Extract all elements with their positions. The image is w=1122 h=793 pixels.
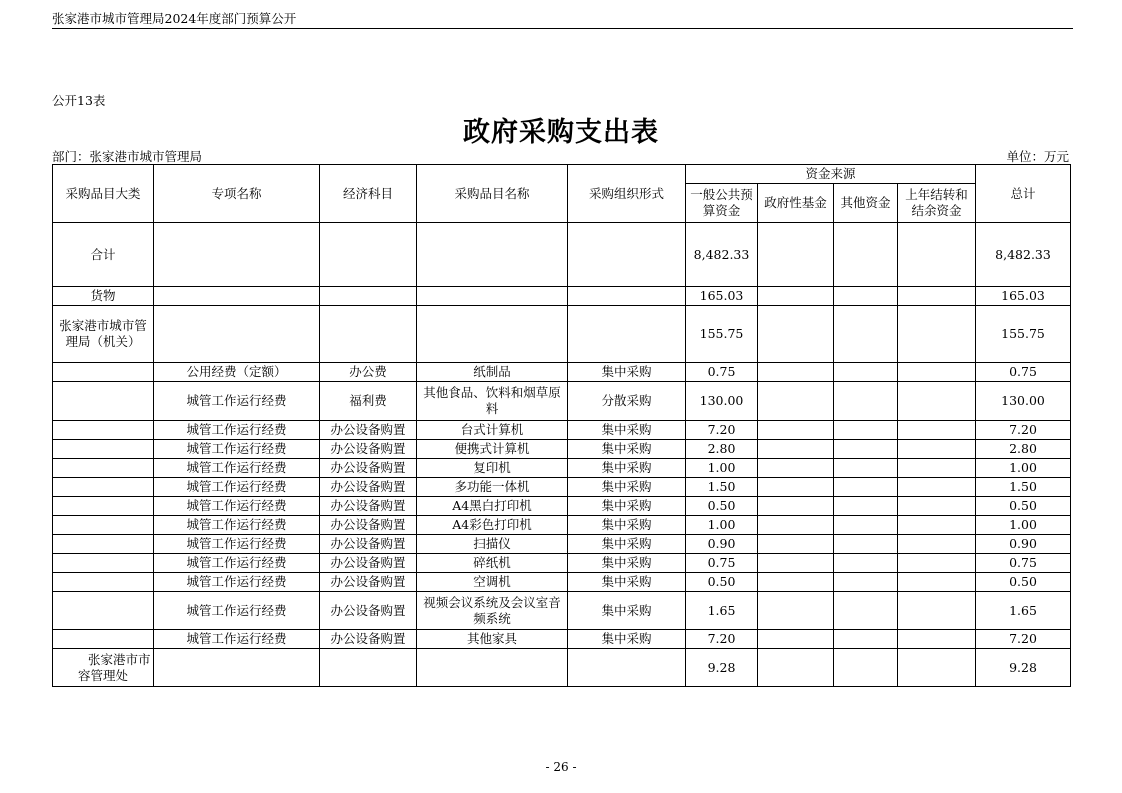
cell-form: 集中采购	[568, 478, 686, 497]
cell-item: A4彩色打印机	[417, 516, 568, 535]
cell-form: 分散采购	[568, 382, 686, 421]
cell-other-funds	[834, 459, 898, 478]
table-row	[53, 592, 1071, 630]
cell-carryover	[898, 554, 976, 573]
cell-project	[154, 223, 320, 287]
cell-category: 合计	[53, 223, 154, 287]
cell-total: 155.75	[976, 306, 1071, 363]
cell-carryover	[898, 306, 976, 363]
cell-other-funds	[834, 478, 898, 497]
table-number: 公开13表	[52, 93, 106, 108]
table-row	[53, 363, 1071, 382]
cell-carryover	[898, 223, 976, 287]
table-row	[53, 287, 1071, 306]
page-title: 政府采购支出表	[463, 117, 659, 148]
cell-category	[53, 363, 154, 382]
cell-general-budget: 9.28	[686, 649, 758, 687]
cell-project: 城管工作运行经费	[154, 573, 320, 592]
cell-category	[53, 478, 154, 497]
cell-economic: 办公费	[320, 363, 417, 382]
table-row	[53, 630, 1071, 649]
cell-category	[53, 459, 154, 478]
cell-gov-fund	[758, 630, 834, 649]
cell-project: 城管工作运行经费	[154, 554, 320, 573]
table-row	[53, 535, 1071, 554]
cell-total: 1.50	[976, 478, 1071, 497]
cell-other-funds	[834, 573, 898, 592]
cell-economic: 办公设备购置	[320, 630, 417, 649]
cell-category: 张家港市城市管理局（机关）	[53, 306, 154, 363]
table-row	[53, 516, 1071, 535]
table-row	[53, 306, 1071, 363]
cell-gov-fund	[758, 459, 834, 478]
table-row	[53, 223, 1071, 287]
table-row	[53, 459, 1071, 478]
cell-item	[417, 223, 568, 287]
cell-gov-fund	[758, 649, 834, 687]
cell-category	[53, 516, 154, 535]
header-item: 采购品目名称	[417, 165, 568, 223]
cell-general-budget: 155.75	[686, 306, 758, 363]
cell-general-budget: 0.75	[686, 554, 758, 573]
cell-project	[154, 287, 320, 306]
cell-total: 9.28	[976, 649, 1071, 687]
cell-project: 城管工作运行经费	[154, 421, 320, 440]
cell-gov-fund	[758, 421, 834, 440]
table-row	[53, 478, 1071, 497]
cell-gov-fund	[758, 554, 834, 573]
cell-item: 纸制品	[417, 363, 568, 382]
cell-gov-fund	[758, 306, 834, 363]
header-category: 采购品目大类	[53, 165, 154, 223]
table-row	[53, 497, 1071, 516]
cell-item: 多功能一体机	[417, 478, 568, 497]
header-project: 专项名称	[154, 165, 320, 223]
header-total: 总计	[976, 165, 1071, 223]
cell-category	[53, 535, 154, 554]
unit-label: 单位：万元	[1006, 149, 1069, 164]
cell-other-funds	[834, 497, 898, 516]
cell-general-budget: 1.65	[686, 592, 758, 630]
cell-project: 城管工作运行经费	[154, 516, 320, 535]
table-row	[53, 421, 1071, 440]
cell-project: 城管工作运行经费	[154, 382, 320, 421]
cell-gov-fund	[758, 223, 834, 287]
cell-gov-fund	[758, 592, 834, 630]
cell-economic: 办公设备购置	[320, 516, 417, 535]
cell-form	[568, 649, 686, 687]
cell-form	[568, 306, 686, 363]
cell-category	[53, 592, 154, 630]
cell-carryover	[898, 535, 976, 554]
cell-other-funds	[834, 554, 898, 573]
header-form: 采购组织形式	[568, 165, 686, 223]
cell-carryover	[898, 516, 976, 535]
cell-category	[53, 440, 154, 459]
table-row	[53, 440, 1071, 459]
cell-other-funds	[834, 287, 898, 306]
cell-general-budget: 2.80	[686, 440, 758, 459]
table-row	[53, 649, 1071, 687]
cell-general-budget: 0.75	[686, 363, 758, 382]
cell-gov-fund	[758, 287, 834, 306]
cell-project: 城管工作运行经费	[154, 592, 320, 630]
cell-general-budget: 165.03	[686, 287, 758, 306]
cell-item	[417, 306, 568, 363]
cell-total: 0.75	[976, 363, 1071, 382]
cell-carryover	[898, 440, 976, 459]
cell-form: 集中采购	[568, 592, 686, 630]
cell-item: 复印机	[417, 459, 568, 478]
cell-project: 城管工作运行经费	[154, 459, 320, 478]
cell-project: 城管工作运行经费	[154, 497, 320, 516]
cell-economic: 办公设备购置	[320, 440, 417, 459]
cell-category	[53, 554, 154, 573]
cell-economic: 办公设备购置	[320, 592, 417, 630]
cell-general-budget: 1.50	[686, 478, 758, 497]
header-rule	[52, 28, 1073, 29]
header-economic: 经济科目	[320, 165, 417, 223]
cell-general-budget: 8,482.33	[686, 223, 758, 287]
cell-other-funds	[834, 516, 898, 535]
cell-other-funds	[834, 592, 898, 630]
table-row	[53, 573, 1071, 592]
cell-category: 张家港市市容管理处	[53, 649, 154, 687]
cell-other-funds	[834, 535, 898, 554]
cell-form: 集中采购	[568, 440, 686, 459]
cell-gov-fund	[758, 478, 834, 497]
cell-general-budget: 1.00	[686, 516, 758, 535]
cell-carryover	[898, 287, 976, 306]
cell-other-funds	[834, 363, 898, 382]
cell-form: 集中采购	[568, 554, 686, 573]
cell-form	[568, 287, 686, 306]
cell-carryover	[898, 478, 976, 497]
cell-project: 城管工作运行经费	[154, 440, 320, 459]
cell-total: 8,482.33	[976, 223, 1071, 287]
cell-carryover	[898, 630, 976, 649]
cell-carryover	[898, 573, 976, 592]
cell-item: 碎纸机	[417, 554, 568, 573]
cell-project: 公用经费（定额）	[154, 363, 320, 382]
cell-item: A4黑白打印机	[417, 497, 568, 516]
header-gov-fund: 政府性基金	[758, 184, 834, 223]
cell-item: 其他家具	[417, 630, 568, 649]
cell-economic	[320, 287, 417, 306]
table-row	[53, 554, 1071, 573]
cell-economic: 福利费	[320, 382, 417, 421]
cell-form: 集中采购	[568, 516, 686, 535]
cell-gov-fund	[758, 363, 834, 382]
cell-total: 1.00	[976, 516, 1071, 535]
cell-general-budget: 7.20	[686, 421, 758, 440]
cell-gov-fund	[758, 382, 834, 421]
cell-economic: 办公设备购置	[320, 497, 417, 516]
cell-form: 集中采购	[568, 459, 686, 478]
cell-economic: 办公设备购置	[320, 478, 417, 497]
header-other-funds: 其他资金	[834, 184, 898, 223]
cell-gov-fund	[758, 573, 834, 592]
cell-total: 2.80	[976, 440, 1071, 459]
cell-item: 视频会议系统及会议室音频系统	[417, 592, 568, 630]
cell-other-funds	[834, 440, 898, 459]
cell-total: 7.20	[976, 630, 1071, 649]
cell-form: 集中采购	[568, 535, 686, 554]
cell-economic	[320, 306, 417, 363]
cell-project: 城管工作运行经费	[154, 630, 320, 649]
cell-form: 集中采购	[568, 421, 686, 440]
cell-carryover	[898, 592, 976, 630]
cell-general-budget: 0.90	[686, 535, 758, 554]
cell-carryover	[898, 421, 976, 440]
table-row	[53, 382, 1071, 421]
cell-form: 集中采购	[568, 573, 686, 592]
cell-gov-fund	[758, 440, 834, 459]
header-carryover: 上年结转和结余资金	[898, 184, 976, 223]
cell-category	[53, 573, 154, 592]
cell-total: 1.00	[976, 459, 1071, 478]
table-body	[53, 223, 1071, 687]
cell-general-budget: 0.50	[686, 573, 758, 592]
cell-other-funds	[834, 223, 898, 287]
cell-economic: 办公设备购置	[320, 421, 417, 440]
cell-general-budget: 130.00	[686, 382, 758, 421]
cell-economic: 办公设备购置	[320, 535, 417, 554]
cell-total: 0.50	[976, 573, 1071, 592]
cell-project: 城管工作运行经费	[154, 535, 320, 554]
cell-project	[154, 306, 320, 363]
cell-other-funds	[834, 649, 898, 687]
cell-carryover	[898, 363, 976, 382]
cell-total: 7.20	[976, 421, 1071, 440]
cell-category: 货物	[53, 287, 154, 306]
cell-carryover	[898, 649, 976, 687]
cell-project: 城管工作运行经费	[154, 478, 320, 497]
cell-total: 0.90	[976, 535, 1071, 554]
cell-gov-fund	[758, 535, 834, 554]
cell-general-budget: 0.50	[686, 497, 758, 516]
cell-form: 集中采购	[568, 363, 686, 382]
running-header: 张家港市城市管理局2024年度部门预算公开	[52, 11, 297, 26]
cell-gov-fund	[758, 497, 834, 516]
cell-economic: 办公设备购置	[320, 573, 417, 592]
cell-item: 其他食品、饮料和烟草原料	[417, 382, 568, 421]
cell-item: 扫描仪	[417, 535, 568, 554]
header-funding-source: 资金来源	[686, 165, 976, 184]
cell-general-budget: 1.00	[686, 459, 758, 478]
cell-item: 台式计算机	[417, 421, 568, 440]
cell-carryover	[898, 382, 976, 421]
cell-category	[53, 421, 154, 440]
cell-carryover	[898, 497, 976, 516]
cell-carryover	[898, 459, 976, 478]
cell-form	[568, 223, 686, 287]
cell-economic: 办公设备购置	[320, 554, 417, 573]
header-general-budget: 一般公共预算资金	[686, 184, 758, 223]
cell-general-budget: 7.20	[686, 630, 758, 649]
page-number: - 26 -	[545, 760, 577, 774]
cell-other-funds	[834, 421, 898, 440]
cell-project	[154, 649, 320, 687]
procurement-table	[52, 164, 1071, 687]
cell-form: 集中采购	[568, 630, 686, 649]
cell-economic	[320, 649, 417, 687]
cell-other-funds	[834, 630, 898, 649]
cell-total: 1.65	[976, 592, 1071, 630]
cell-category	[53, 382, 154, 421]
cell-economic	[320, 223, 417, 287]
cell-economic: 办公设备购置	[320, 459, 417, 478]
cell-item: 便携式计算机	[417, 440, 568, 459]
cell-category	[53, 630, 154, 649]
cell-item	[417, 649, 568, 687]
cell-form: 集中采购	[568, 497, 686, 516]
cell-other-funds	[834, 382, 898, 421]
department-label: 部门：张家港市城市管理局	[52, 149, 203, 164]
cell-total: 130.00	[976, 382, 1071, 421]
cell-total: 0.75	[976, 554, 1071, 573]
cell-total: 0.50	[976, 497, 1071, 516]
cell-other-funds	[834, 306, 898, 363]
cell-total: 165.03	[976, 287, 1071, 306]
cell-item	[417, 287, 568, 306]
cell-gov-fund	[758, 516, 834, 535]
cell-category	[53, 497, 154, 516]
cell-item: 空调机	[417, 573, 568, 592]
